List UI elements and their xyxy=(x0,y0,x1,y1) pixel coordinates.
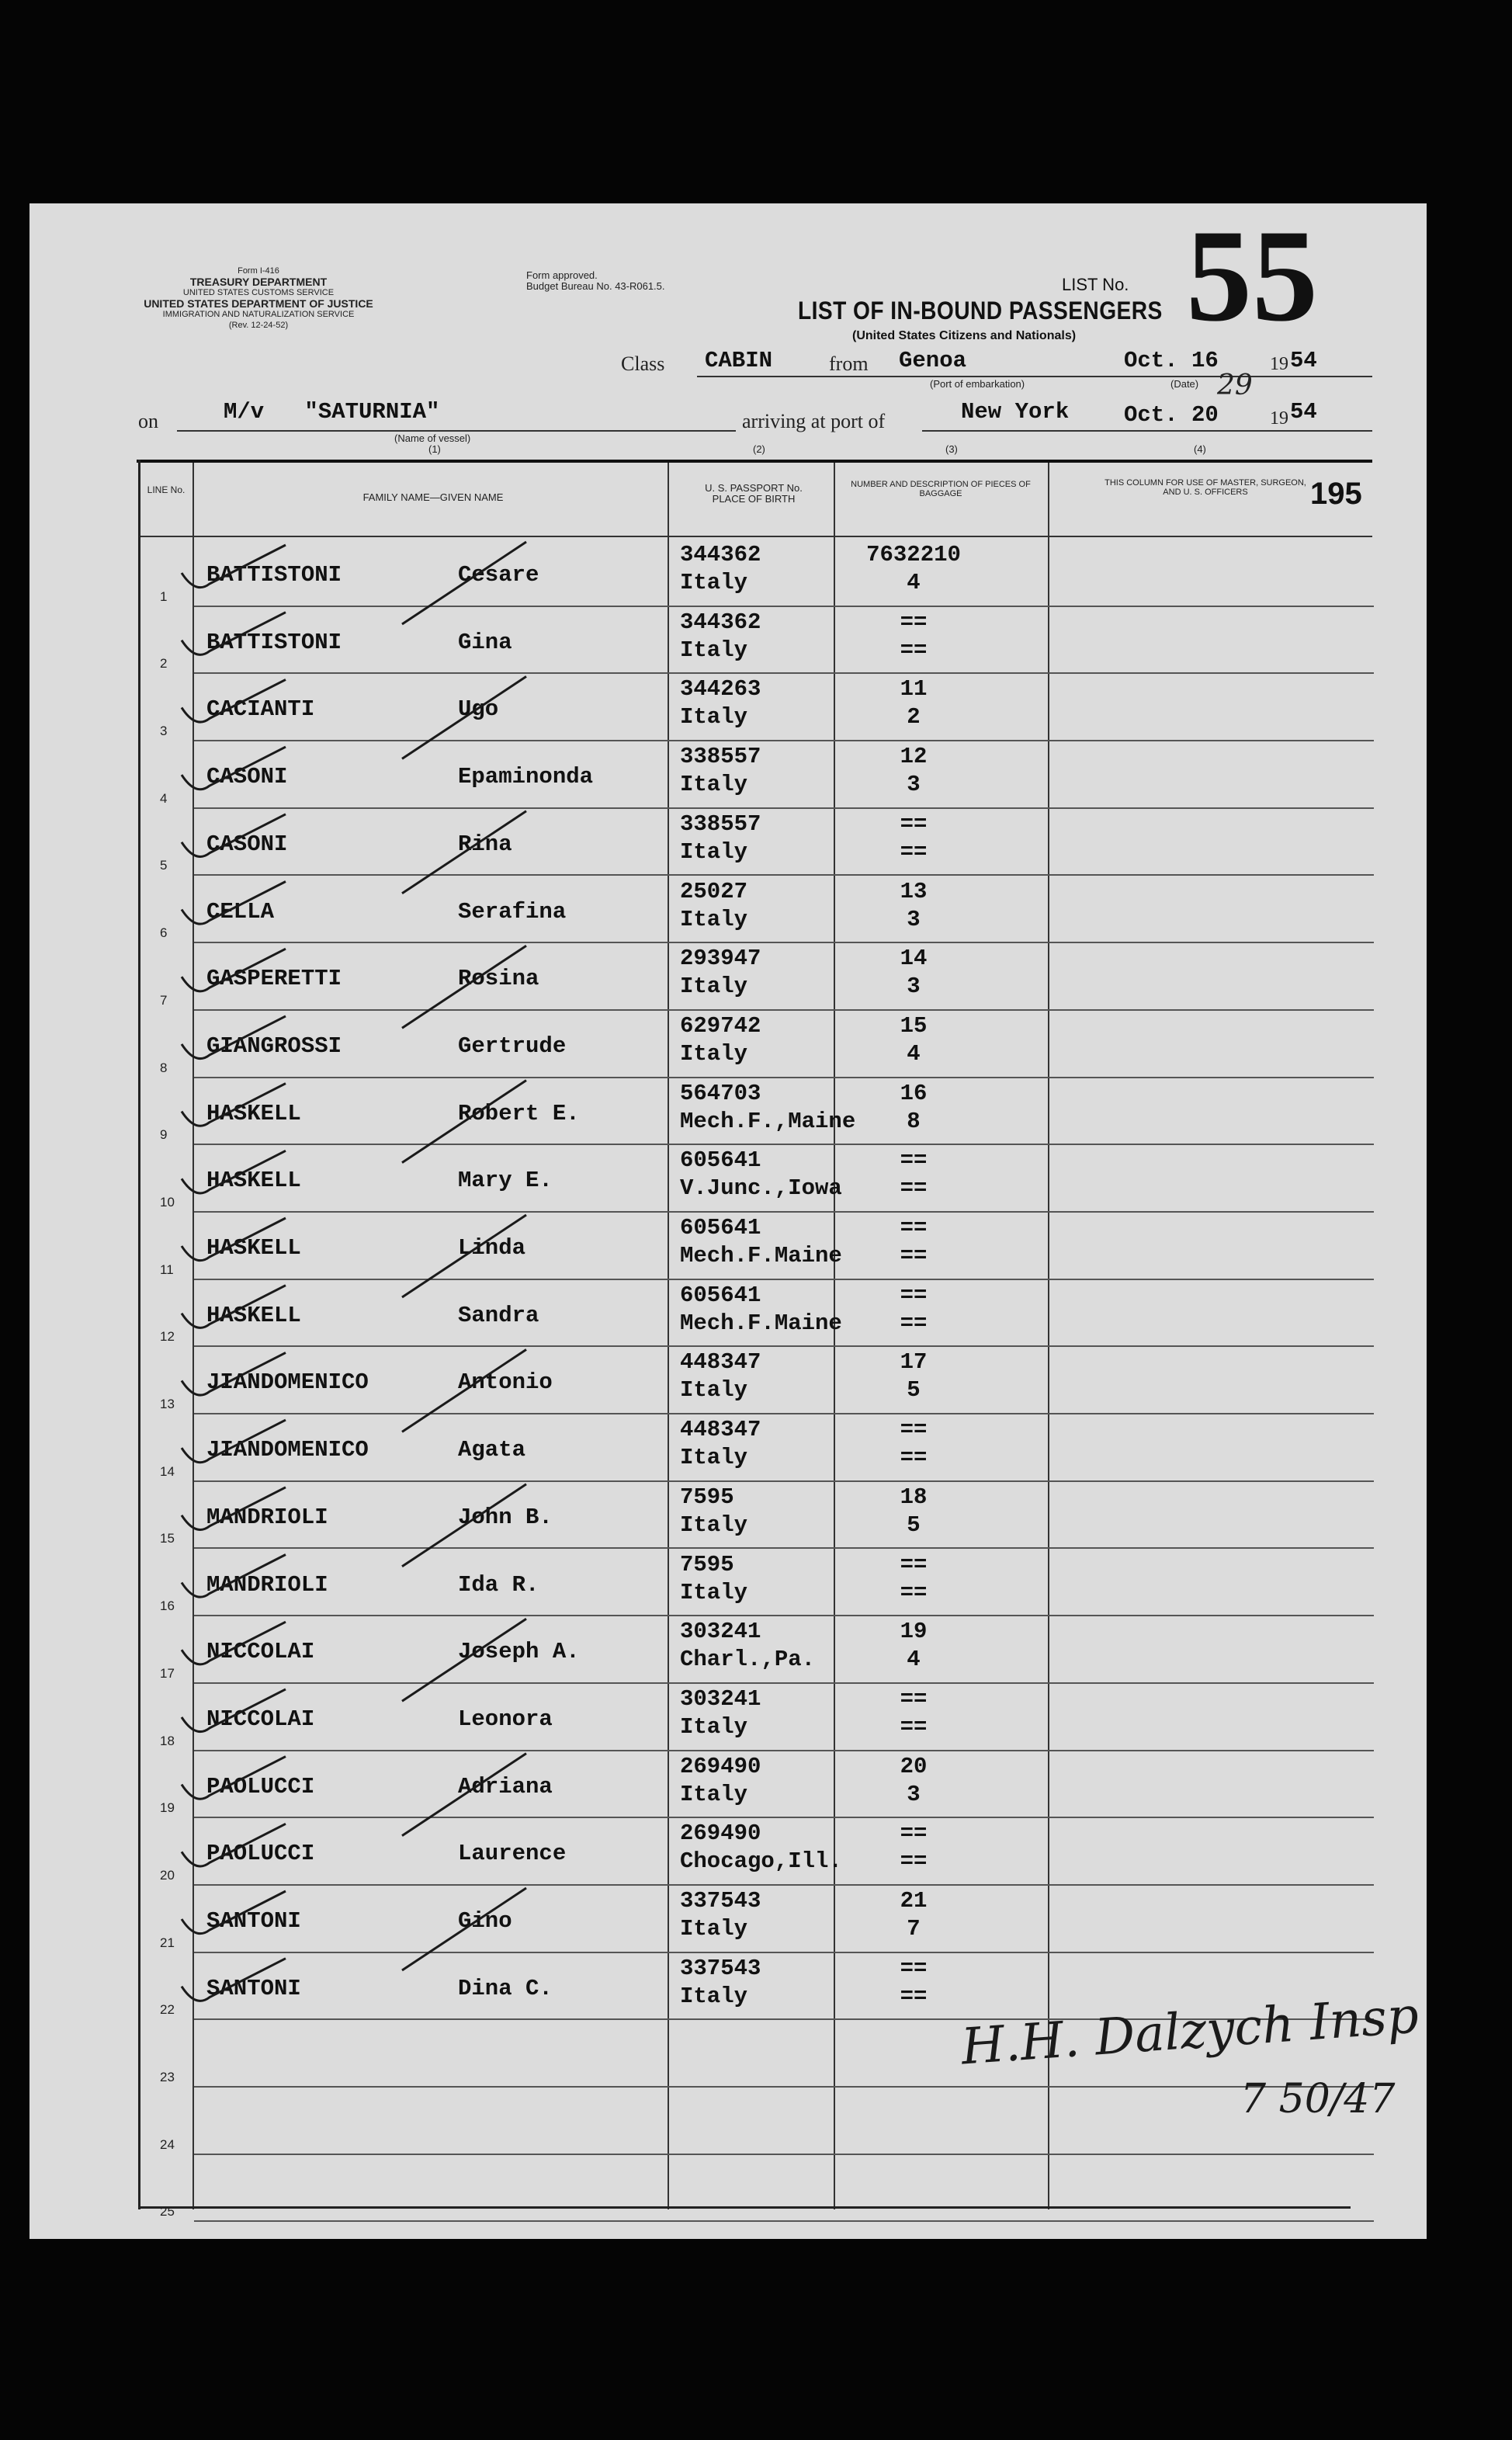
table-row xyxy=(29,876,1427,943)
passport-number: 338557 xyxy=(680,744,761,770)
table-row xyxy=(29,1885,1427,1952)
passport-number: 448347 xyxy=(680,1349,761,1376)
given-name: Rosina xyxy=(458,966,539,992)
passport-number: 303241 xyxy=(680,1619,761,1645)
justice-label: UNITED STATES DEPARTMENT OF JUSTICE xyxy=(144,297,373,310)
baggage-line-2: 3 xyxy=(907,974,921,1000)
table-row xyxy=(29,1481,1427,1549)
given-name: Epaminonda xyxy=(458,764,594,790)
birth-place: Italy xyxy=(680,906,748,932)
baggage-line-2: 3 xyxy=(907,906,921,932)
table-row xyxy=(29,1751,1427,1818)
birth-place: Italy xyxy=(680,1445,748,1471)
birth-place: Italy xyxy=(680,1916,748,1942)
baggage-line-2: == xyxy=(900,1713,928,1740)
birth-place: Mech.F.Maine xyxy=(680,1243,842,1269)
class-value: CABIN xyxy=(705,348,773,373)
family-name: GASPERETTI xyxy=(206,966,342,992)
passport-number: 605641 xyxy=(680,1215,761,1241)
line-number: 3 xyxy=(160,724,168,739)
depart-date: Oct. 16 xyxy=(1124,348,1219,373)
line-number: 8 xyxy=(160,1060,168,1075)
caption-1: (1) xyxy=(428,443,441,455)
birth-place: Italy xyxy=(680,1579,748,1605)
baggage-line-2: 4 xyxy=(907,570,921,595)
line-number: 19 xyxy=(160,1800,175,1816)
family-name: HASKELL xyxy=(206,1168,301,1194)
baggage-line-1: 15 xyxy=(900,1012,928,1039)
table-row xyxy=(29,1683,1427,1751)
baggage-line-2: == xyxy=(900,1983,928,2009)
baggage-line-1: 13 xyxy=(900,878,928,904)
manifest-page xyxy=(29,203,1427,2239)
family-name: BATTISTONI xyxy=(206,562,342,588)
form-number: Form I-416 xyxy=(238,266,279,276)
baggage-line-2: == xyxy=(900,1310,928,1336)
page-title: LIST OF IN-BOUND PASSENGERS xyxy=(798,297,1163,325)
given-name: John B. xyxy=(458,1504,553,1530)
baggage-line-1: 18 xyxy=(900,1484,928,1510)
arriving-label: arriving at port of xyxy=(742,410,886,432)
given-name: Laurence xyxy=(458,1841,567,1867)
given-name: Adriana xyxy=(458,1773,553,1800)
arrival-date: Oct. 20 xyxy=(1124,402,1219,428)
baggage-line-1: == xyxy=(900,1551,928,1577)
table-row xyxy=(29,942,1427,1010)
family-name: CASONI xyxy=(206,764,288,790)
line-number: 23 xyxy=(160,2070,175,2085)
passport-number: 7595 xyxy=(680,1484,734,1510)
baggage-line-2: 3 xyxy=(907,772,921,798)
ins-label: IMMIGRATION AND NATURALIZATION SERVICE xyxy=(162,310,355,319)
baggage-line-1: == xyxy=(900,1147,928,1174)
arrival-date-correction: 29 xyxy=(1217,370,1253,401)
arrival-port: New York xyxy=(961,399,1070,425)
passport-number: 338557 xyxy=(680,810,761,837)
baggage-line-2: 5 xyxy=(907,1377,921,1404)
given-name: Gertrude xyxy=(458,1033,567,1059)
family-name: PAOLUCCI xyxy=(206,1841,315,1867)
customs-label: UNITED STATES CUSTOMS SERVICE xyxy=(182,288,335,297)
baggage-line-2: == xyxy=(900,1445,928,1471)
family-name: HASKELL xyxy=(206,1100,301,1126)
passport-number: 303241 xyxy=(680,1685,761,1712)
given-name: Ida R. xyxy=(458,1571,539,1598)
line-number: 4 xyxy=(160,790,168,806)
passport-number: 25027 xyxy=(680,878,748,904)
given-name: Linda xyxy=(458,1235,526,1261)
birth-place: Italy xyxy=(680,1377,748,1404)
page-stamp: 195 xyxy=(1310,477,1362,511)
arrival-year: 54 xyxy=(1290,399,1317,425)
birth-place: Charl.,Pa. xyxy=(680,1647,816,1673)
birth-place: V.Junc.,Iowa xyxy=(680,1175,842,1202)
line-number: 11 xyxy=(160,1262,174,1277)
given-name: Rina xyxy=(458,831,512,857)
passport-number: 344362 xyxy=(680,542,761,567)
birth-place: Mech.F.,Maine xyxy=(680,1108,856,1134)
col-header-baggage: NUMBER AND DESCRIPTION OF PIECES OF BAGGAGE xyxy=(851,480,1031,498)
passport-number: 269490 xyxy=(680,1753,761,1779)
baggage-line-1: == xyxy=(900,609,928,635)
baggage-line-2: 2 xyxy=(907,704,921,731)
baggage-line-1: == xyxy=(900,1215,928,1241)
given-name: Ugo xyxy=(458,696,499,723)
table-row xyxy=(29,1144,1427,1212)
birth-place: Italy xyxy=(680,1781,748,1807)
baggage-line-1: == xyxy=(900,1955,928,1981)
baggage-line-2: == xyxy=(900,637,928,663)
birth-place: Italy xyxy=(680,570,748,595)
list-no-label: LIST No. xyxy=(1062,275,1129,294)
table-row xyxy=(29,2087,1427,2154)
baggage-line-2: == xyxy=(900,1175,928,1202)
date-caption: (Date) xyxy=(1170,378,1199,390)
baggage-line-1: 12 xyxy=(900,744,928,770)
given-name: Antonio xyxy=(458,1369,553,1396)
baggage-line-2: 3 xyxy=(907,1781,921,1807)
table-row xyxy=(29,1346,1427,1414)
from-label: from xyxy=(829,352,869,375)
baggage-line-1: == xyxy=(900,1685,928,1712)
baggage-line-1: == xyxy=(900,1820,928,1847)
line-number: 21 xyxy=(160,1935,175,1950)
birth-place: Italy xyxy=(680,838,748,865)
passport-number: 605641 xyxy=(680,1147,761,1174)
vessel-name: M/v "SATURNIA" xyxy=(224,399,440,425)
baggage-line-2: == xyxy=(900,838,928,865)
class-label: Class xyxy=(621,352,665,375)
header-bottom-rule xyxy=(140,536,1372,537)
port-embark-caption: (Port of embarkation) xyxy=(930,378,1025,390)
passport-number: 564703 xyxy=(680,1080,761,1106)
baggage-line-1: 17 xyxy=(900,1349,928,1376)
table-row xyxy=(29,1817,1427,1885)
table-row xyxy=(29,1212,1427,1279)
table-row xyxy=(29,808,1427,876)
treasury-label: TREASURY DEPARTMENT xyxy=(189,276,328,288)
passport-number: 337543 xyxy=(680,1888,761,1914)
inspector-signature: H.H. Dalzych Insp xyxy=(959,1987,1421,2077)
revision-label: (Rev. 12-24-52) xyxy=(228,321,289,330)
table-row xyxy=(29,1010,1427,1078)
line-number: 24 xyxy=(160,2136,175,2152)
family-name: CELLA xyxy=(206,898,275,925)
given-name: Dina C. xyxy=(458,1975,553,2001)
table-row xyxy=(29,539,1427,606)
family-name: MANDRIOLI xyxy=(206,1571,328,1598)
baggage-line-2: 7 xyxy=(907,1916,921,1942)
list-number: 55 xyxy=(1186,203,1318,349)
baggage-line-2: 8 xyxy=(907,1108,921,1134)
baggage-line-2: 4 xyxy=(907,1040,921,1067)
birth-place: Italy xyxy=(680,1983,748,2009)
family-name: NICCOLAI xyxy=(206,1639,315,1665)
baggage-line-1: 14 xyxy=(900,946,928,972)
given-name: Gino xyxy=(458,1908,512,1934)
line-number: 5 xyxy=(160,858,168,873)
given-name: Serafina xyxy=(458,898,567,925)
line-number: 6 xyxy=(160,925,168,941)
given-name: Cesare xyxy=(458,562,539,588)
table-row xyxy=(29,1549,1427,1616)
line-number: 14 xyxy=(160,1463,175,1479)
agency-block xyxy=(130,266,387,331)
table-row xyxy=(29,606,1427,674)
baggage-line-1: 7632210 xyxy=(866,542,961,567)
family-name: SANTONI xyxy=(206,1908,301,1934)
given-name: Agata xyxy=(458,1437,526,1463)
given-name: Sandra xyxy=(458,1302,539,1328)
line-number: 20 xyxy=(160,1867,175,1883)
family-name: HASKELL xyxy=(206,1302,301,1328)
passport-number: 269490 xyxy=(680,1820,761,1847)
birth-place: Italy xyxy=(680,704,748,731)
line-number: 22 xyxy=(160,2002,175,2018)
family-name: JIANDOMENICO xyxy=(206,1369,369,1396)
depart-year: 54 xyxy=(1290,348,1317,373)
baggage-line-1: == xyxy=(900,1417,928,1443)
birth-place: Chocago,Ill. xyxy=(680,1848,842,1875)
embark-port: Genoa xyxy=(899,348,967,373)
line-number: 2 xyxy=(160,656,168,672)
given-name: Mary E. xyxy=(458,1168,553,1194)
line-number: 17 xyxy=(160,1665,175,1681)
table-row xyxy=(29,1616,1427,1683)
row-rule xyxy=(194,2220,1374,2222)
table-row xyxy=(29,1078,1427,1145)
table-top-rule xyxy=(137,460,1372,463)
passport-number: 448347 xyxy=(680,1417,761,1443)
passport-number: 293947 xyxy=(680,946,761,972)
family-name: PAOLUCCI xyxy=(206,1773,315,1800)
line-number: 7 xyxy=(160,992,168,1008)
arrival-underline xyxy=(922,430,1372,432)
baggage-line-2: 4 xyxy=(907,1647,921,1673)
baggage-line-1: 21 xyxy=(900,1888,928,1914)
passport-number: 629742 xyxy=(680,1012,761,1039)
family-name: BATTISTONI xyxy=(206,629,342,655)
caption-4: (4) xyxy=(1194,443,1206,455)
depart-year-prefix: 19 xyxy=(1270,354,1288,374)
family-name: NICCOLAI xyxy=(206,1706,315,1732)
col-header-line: LINE No. xyxy=(147,484,186,495)
passport-number: 605641 xyxy=(680,1282,761,1308)
baggage-line-1: == xyxy=(900,1282,928,1308)
family-name: MANDRIOLI xyxy=(206,1504,328,1530)
line-number: 25 xyxy=(160,2204,175,2220)
family-name: HASKELL xyxy=(206,1235,301,1261)
class-underline xyxy=(697,376,1372,377)
budget-block xyxy=(526,270,665,292)
baggage-line-1: 20 xyxy=(900,1753,928,1779)
birth-place: Mech.F.Maine xyxy=(680,1310,842,1336)
birth-place: Italy xyxy=(680,1713,748,1740)
baggage-line-1: 11 xyxy=(900,676,928,703)
line-number: 16 xyxy=(160,1598,175,1614)
baggage-line-1: == xyxy=(900,810,928,837)
baggage-line-2: == xyxy=(900,1243,928,1269)
passport-number: 7595 xyxy=(680,1551,734,1577)
table-row xyxy=(29,741,1427,808)
line-number: 1 xyxy=(160,588,168,604)
caption-3: (3) xyxy=(945,443,958,455)
line-number: 15 xyxy=(160,1531,175,1546)
given-name: Robert E. xyxy=(458,1100,580,1126)
passport-number: 344263 xyxy=(680,676,761,703)
page-subtitle: (United States Citizens and Nationals) xyxy=(852,329,1077,342)
line-number: 10 xyxy=(160,1194,175,1210)
given-name: Leonora xyxy=(458,1706,553,1732)
col-header-passport: U. S. PASSPORT No. PLACE OF BIRTH xyxy=(705,482,803,505)
birth-place: Italy xyxy=(680,1512,748,1538)
family-name: CACIANTI xyxy=(206,696,315,723)
col-header-name: FAMILY NAME—GIVEN NAME xyxy=(362,491,504,503)
birth-place: Italy xyxy=(680,637,748,663)
family-name: JIANDOMENICO xyxy=(206,1437,369,1463)
birth-place: Italy xyxy=(680,1040,748,1067)
caption-2: (2) xyxy=(753,443,765,455)
table-row xyxy=(29,673,1427,741)
line-number: 18 xyxy=(160,1733,175,1748)
vessel-underline xyxy=(177,430,736,432)
birth-place: Italy xyxy=(680,974,748,1000)
line-number: 13 xyxy=(160,1397,175,1412)
baggage-line-1: 16 xyxy=(900,1080,928,1106)
handwritten-note: 7 50/47 xyxy=(1240,2076,1396,2122)
budget-bureau: Budget Bureau No. 43-R061.5. xyxy=(526,280,665,292)
family-name: SANTONI xyxy=(206,1975,301,2001)
form-approved: Form approved. xyxy=(526,269,598,281)
vessel-caption: (Name of vessel) xyxy=(394,432,471,444)
passport-number: 344362 xyxy=(680,609,761,635)
baggage-line-2: 5 xyxy=(907,1512,921,1538)
given-name: Gina xyxy=(458,629,512,655)
table-row xyxy=(29,1414,1427,1481)
baggage-line-2: == xyxy=(900,1848,928,1875)
birth-place: Italy xyxy=(680,772,748,798)
on-label: on xyxy=(138,410,158,432)
baggage-line-1: 19 xyxy=(900,1619,928,1645)
line-number: 12 xyxy=(160,1329,175,1345)
family-name: GIANGROSSI xyxy=(206,1033,342,1059)
family-name: CASONI xyxy=(206,831,288,857)
table-row xyxy=(29,1279,1427,1347)
baggage-line-2: == xyxy=(900,1579,928,1605)
col-header-officers: THIS COLUMN FOR USE OF MASTER, SURGEON, AND U. S. OFFICERS xyxy=(1105,478,1306,497)
passport-number: 337543 xyxy=(680,1955,761,1981)
arrival-year-prefix: 19 xyxy=(1270,408,1288,429)
given-name: Joseph A. xyxy=(458,1639,580,1665)
line-number: 9 xyxy=(160,1127,168,1143)
table-row xyxy=(29,2154,1427,2222)
